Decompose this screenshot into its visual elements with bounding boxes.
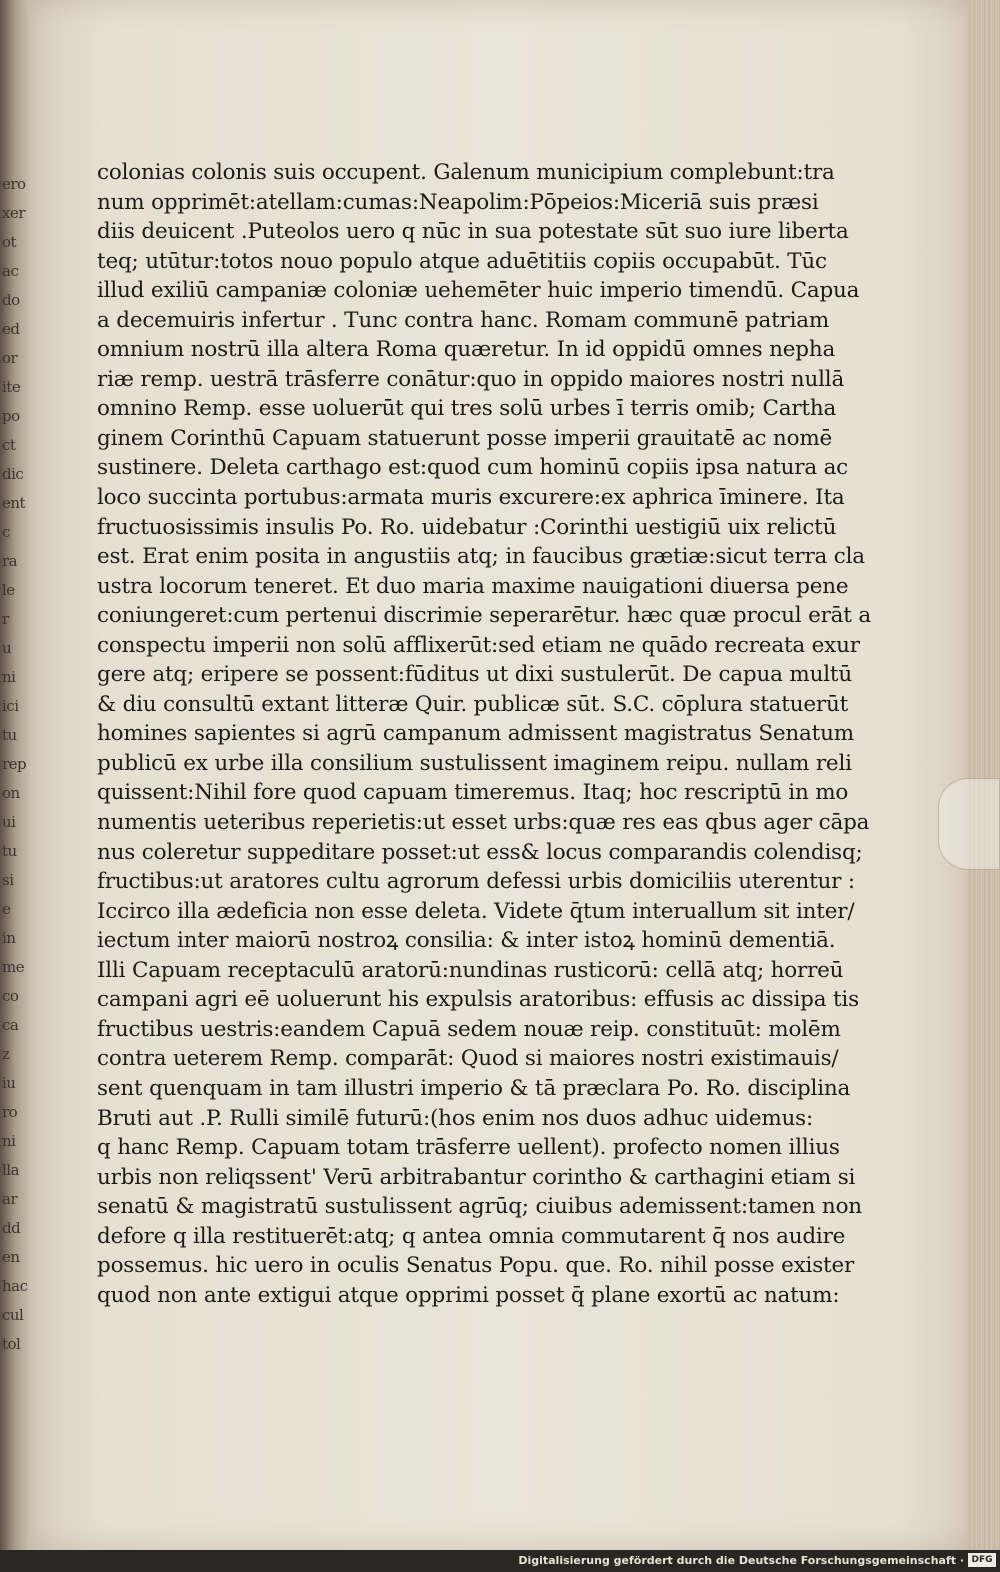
text-line: diis deuicent .Puteolos uero q nūc in sua potestate sūt suo iure liberta [97,219,849,245]
text-line: possemus. hic uero in oculis Senatus Popu. que. Ro. nihil posse exister [97,1253,855,1279]
left-fragment: ui [2,813,16,831]
text-line: quod non ante extigui atque opprimi posset q̄ plane exortū ac natum: [97,1282,840,1308]
text-line: fructuosissimis insulis Po. Ro. uidebatur :Corinthi uestigiū uix relictū [97,514,837,540]
left-fragment: ca [2,1016,19,1034]
text-line: ginem Corinthū Capuam statuerunt posse imperii grauitatē ac nomē [97,425,833,451]
text-line: fructibus:ut aratores cultu agrorum defessi urbis domiciliis uterentur : [97,869,855,895]
left-page-edge [0,0,32,1550]
left-fragment: cul [2,1306,24,1324]
left-fragment: lla [2,1161,20,1179]
left-fragment: ni [2,668,16,686]
left-fragment: tu [2,726,17,744]
text-line: nus coleretur suppeditare posset:ut ess& locus comparandis colendisq; [97,839,863,865]
text-line: numentis ueteribus reperietis:ut esset urbs:quæ res eas qbus ager cāpa [97,810,870,836]
text-line: Iccirco illa ædeficia non esse deleta. Videte q̄tum interuallum sit inter/ [97,898,855,924]
left-fragment: tu [2,842,17,860]
text-line: coniungeret:cum pertenui discrimie seperarētur. hæc quæ procul erāt a [97,603,871,629]
left-fragment: le [2,581,15,599]
text-line: a decemuiris infertur . Tunc contra hanc. Romam communē patriam [97,307,830,333]
text-line: iectum inter maiorū nostroꝝ consilia: & inter istoꝝ hominū dementiā. [97,928,836,954]
left-fragment: me [2,958,25,976]
left-fragment: hac [2,1277,28,1295]
text-line: num opprimēt:atellam:cumas:Neapolim:Pōpeios:Miceriā suis præsi [97,189,819,215]
text-line: conspectu imperii non solū afflixerūt:sed etiam ne quādo recreata exur [97,632,860,658]
left-fragment: do [2,291,20,309]
left-fragment: xer [2,204,26,222]
left-fragment: ni [2,1132,16,1150]
left-fragment: ac [2,262,19,280]
left-fragment: in [2,929,16,947]
left-fragment: dd [2,1219,21,1237]
footer-bar [0,1550,1000,1572]
text-line: teq; utūtur:totos nouo populo atque aduētitiis copiis occupabūt. Tūc [97,248,827,274]
left-fragment: on [2,784,20,802]
left-fragment: ar [2,1190,18,1208]
left-fragment: iu [2,1074,16,1092]
text-line: omnium nostrū illa altera Roma quæretur. In id oppidū omnes nepha [97,337,836,363]
left-fragment: ero [2,175,26,193]
text-line: urbis non reliqssent' Verū arbitrabantur corintho & carthagini etiam si [97,1164,856,1190]
left-fragment: si [2,871,14,889]
left-fragment: co [2,987,19,1005]
left-fragment: ent [2,494,26,512]
text-line: sustinere. Deleta carthago est:quod cum hominū copiis ipsa natura ac [97,455,849,481]
text-line: defore q illa restituerēt:atq; q antea omnia commutarent q̄ nos audire [97,1223,846,1249]
left-fragment: r [2,610,9,628]
text-line: & diu consultū extant litteræ Quir. publicæ sūt. S.C. cōplura statuerūt [97,691,849,717]
left-fragment: or [2,349,18,367]
text-line: senatū & magistratū sustulissent agrūq; ciuibus ademissent:tamen non [97,1194,862,1220]
text-line: campani agri eē uoluerunt his expulsis aratoribus: effusis ac dissipa tis [97,987,859,1013]
text-line: illud exiliū campaniæ coloniæ uehemēter huic imperio timendū. Capua [97,278,860,304]
text-line: est. Erat enim posita in angustiis atq; in faucibus grætiæ:sicut terra cla [97,544,865,570]
left-fragment: ed [2,320,20,338]
text-line: sent quenquam in tam illustri imperio & tā præclara Po. Ro. disciplina [97,1075,851,1101]
footer-credit: Digitalisierung gefördert durch die Deutsche Forschungsgemeinschaft · [518,1554,964,1567]
left-fragment: ot [2,233,17,251]
left-fragment: ite [2,378,21,396]
main-text-block [97,158,871,1310]
text-line: Illi Capuam receptaculū aratorū:nundinas rusticorū: cellā atq; horreū [97,957,844,983]
text-line: riæ remp. uestrā trāsferre conātur:quo in oppido maiores nostri nullā [97,366,845,392]
left-fragment: ici [2,697,19,715]
text-line: omnino Remp. esse uoluerūt qui tres solū urbes ī terris omib; Cartha [97,396,837,422]
text-line: contra ueterem Remp. comparāt: Quod si maiores nostri existimauis/ [97,1046,839,1072]
text-line: fructibus uestris:eandem Capuā sedem nouæ reip. constituūt: molēm [97,1016,841,1042]
left-fragment: po [2,407,20,425]
left-fragment: z [2,1045,10,1063]
text-line: quissent:Nihil fore quod capuam timeremus. Itaq; hoc rescriptū in mo [97,780,849,806]
left-page-text-fragments [2,170,28,1353]
left-fragment: en [2,1248,20,1266]
text-line: Bruti aut .P. Rulli similē futurū:(hos enim nos duos adhuc uidemus: [97,1105,814,1131]
fore-edge [968,0,1000,1550]
left-fragment: tol [2,1335,21,1353]
text-line: homines sapientes si agrū campanum admissent magistratus Senatum [97,721,854,747]
text-line: colonias colonis suis occupent. Galenum municipium complebunt:tra [97,160,835,185]
left-fragment: ro [2,1103,18,1121]
text-line: gere atq; eripere se possent:fūditus ut dixi sustulerūt. De capua multū [97,662,852,688]
left-fragment: dic [2,465,24,483]
left-fragment: ra [2,552,18,570]
text-line: publicū ex urbe illa consilium sustulissent imaginem reipu. nullam reli [97,750,852,776]
left-fragment: e [2,900,11,918]
text-line: loco succinta portubus:armata muris excurere:ex aphrica īminere. Ita [97,485,845,511]
text-line: ustra locorum teneret. Et duo maria maxime nauigationi diuersa pene [97,573,849,599]
left-fragment: rep [2,755,27,773]
bookmark-clip [938,778,999,870]
left-fragment: u [2,639,12,657]
left-fragment: c [2,523,10,541]
left-fragment: ct [2,436,16,454]
text-line: q hanc Remp. Capuam totam trāsferre uellent). profecto nomen illius [97,1135,840,1161]
dfg-logo: DFG [968,1553,996,1567]
